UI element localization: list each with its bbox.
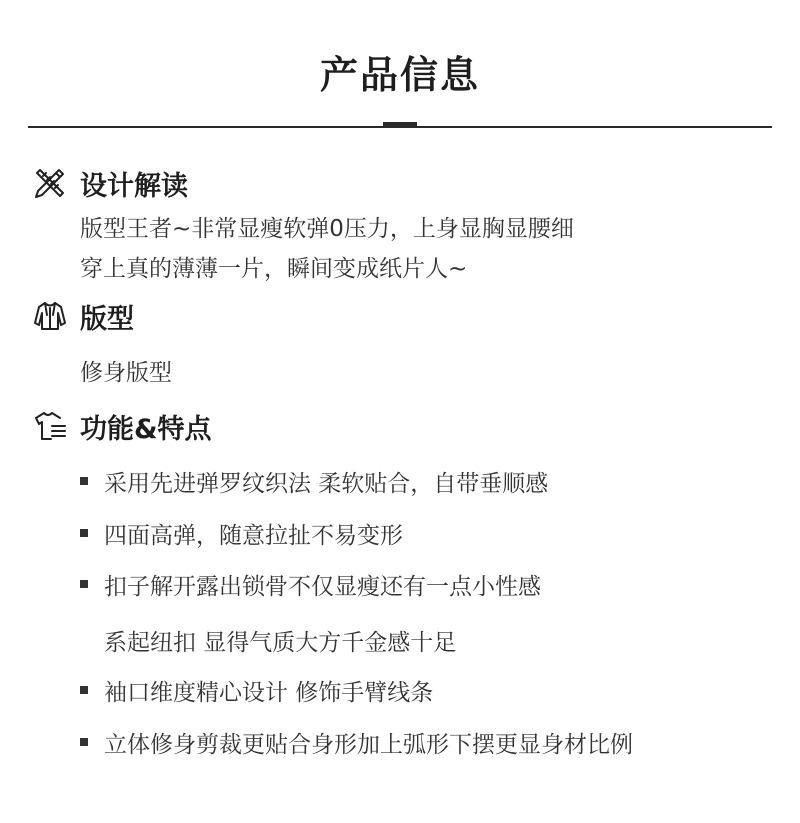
bullet-square (80, 686, 88, 694)
feature-text: 采用先进弹罗纹织法 柔软贴合，自带垂顺感 (104, 470, 549, 497)
section-features-header (32, 408, 212, 444)
feature-item (80, 466, 548, 496)
feature-item (80, 569, 541, 599)
section-fit-header (32, 298, 134, 334)
design-line-1: 版型王者~非常显瘦软弹0压力，上身显胸显腰细 (80, 216, 574, 242)
bullet-square (80, 580, 88, 588)
design-line-2: 穿上真的薄薄一片，瞬间变成纸片人~ (80, 256, 468, 282)
fit-line-1: 修身版型 (80, 360, 172, 386)
feature-item (80, 727, 633, 757)
section-title: 设计解读 (80, 170, 188, 202)
jacket-icon (32, 298, 68, 334)
feature-item (80, 675, 433, 705)
bullet-square (80, 529, 88, 537)
section-title: 功能&特点 (80, 413, 212, 445)
section-design-header (32, 165, 188, 201)
feature-text: 四面高弹，随意拉扯不易变形 (104, 522, 403, 549)
page-title: 产品信息 (319, 53, 480, 97)
section-title: 版型 (80, 303, 134, 335)
title-divider-accent (383, 122, 417, 128)
feature-text: 立体修身剪裁更贴合身形加上弧形下摆更显身材比例 (104, 731, 633, 758)
pencil-ruler-icon (32, 165, 68, 201)
feature-text: 扣子解开露出锁骨不仅显瘦还有一点小性感 (104, 573, 541, 600)
bullet-square (80, 738, 88, 746)
tshirt-list-icon (32, 408, 68, 444)
feature-text: 袖口维度精心设计 修饰手臂线条 (104, 679, 434, 706)
bullet-square (80, 477, 88, 485)
feature-continuation: 系起纽扣 显得气质大方千金感十足 (104, 630, 457, 656)
feature-item (80, 518, 403, 548)
